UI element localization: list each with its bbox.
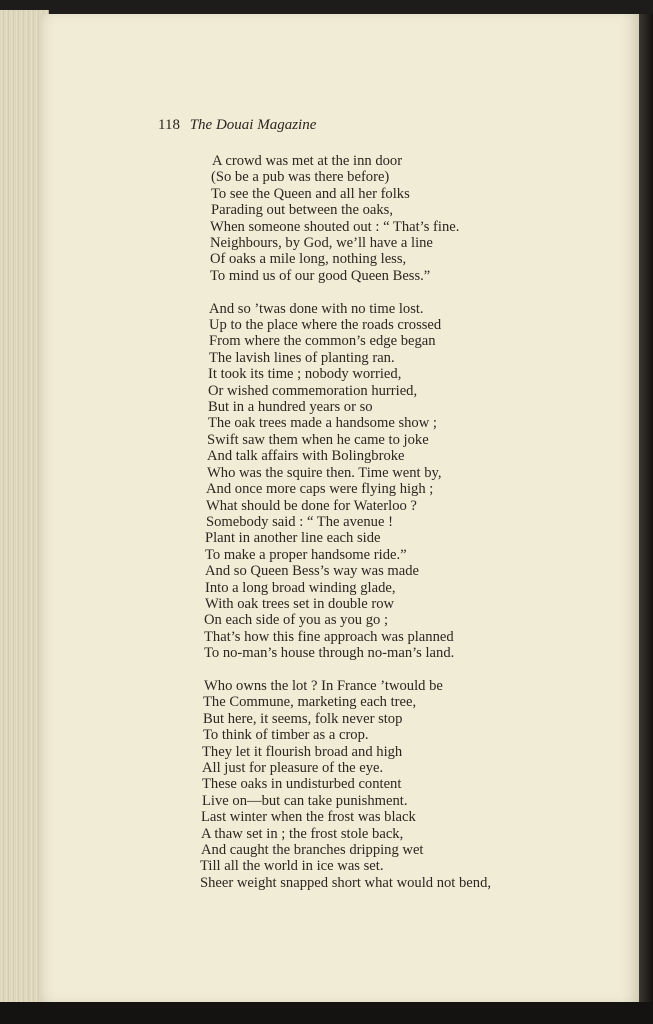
poem-line: When someone shouted out : “ That’s fine. xyxy=(210,218,460,235)
poem-line: A crowd was met at the inn door xyxy=(212,153,403,169)
poem-line: The lavish lines of planting ran. xyxy=(209,349,395,366)
poem-line: Who was the squire then. Time went by, xyxy=(207,464,442,481)
poem-line: Into a long broad winding glade, xyxy=(205,579,396,596)
poem-line: From where the common’s edge began xyxy=(209,333,436,350)
show-through-text xyxy=(510,284,630,744)
poem-line: To make a proper handsome ride.” xyxy=(205,546,407,563)
poem-line: Somebody said : “ The avenue ! xyxy=(206,513,393,530)
poem-line: That’s how this fine approach was planned xyxy=(204,628,454,645)
poem-line: Live on—but can take punishment. xyxy=(202,792,408,809)
poem-line: Up to the place where the roads crossed xyxy=(209,317,442,334)
running-header xyxy=(158,117,316,134)
poem-stanza xyxy=(198,153,491,284)
poem-line: To think of timber as a crop. xyxy=(203,727,369,744)
poem-line: They let it flourish broad and high xyxy=(202,743,403,760)
poem-line: These oaks in undisturbed content xyxy=(202,776,402,793)
poem-line: Or wished commemoration hurried, xyxy=(208,382,418,399)
poem-stanza xyxy=(198,678,491,891)
poem-line: And so ’twas done with no time lost. xyxy=(209,300,424,317)
poem-line: What should be done for Waterloo ? xyxy=(206,497,417,514)
poem-line: To see the Queen and all her folks xyxy=(211,185,410,202)
poem-line: (So be a pub was there before) xyxy=(211,169,390,186)
poem-line: To mind us of our good Queen Bess.” xyxy=(210,267,431,284)
poem-line: Neighbours, by God, we’ll have a line xyxy=(210,235,433,252)
bottom-edge xyxy=(0,1002,653,1024)
poem-line: On each side of you as you go ; xyxy=(204,612,389,629)
running-title: The Douai Magazine xyxy=(189,117,317,133)
poem-line: And caught the branches dripping wet xyxy=(201,842,424,859)
poem-line: But in a hundred years or so xyxy=(208,399,373,416)
poem-line: With oak trees set in double row xyxy=(205,595,395,612)
poem-line: A thaw set in ; the frost stole back, xyxy=(201,825,404,842)
poem-line: Sheer weight snapped short what would not bend, xyxy=(200,874,492,891)
poem-line: The Commune, marketing each tree, xyxy=(203,694,417,711)
poem-line: But here, it seems, folk never stop xyxy=(203,710,403,727)
page-number: 118 xyxy=(158,117,180,133)
poem-line: And once more caps were flying high ; xyxy=(206,481,434,498)
poem-line: It took its time ; nobody worried, xyxy=(208,366,402,383)
poem-line: And so Queen Bess’s way was made xyxy=(205,563,420,580)
poem-line: The oak trees made a handsome show ; xyxy=(208,415,437,432)
poem-line: Parading out between the oaks, xyxy=(211,202,393,219)
poem-line: All just for pleasure of the eye. xyxy=(202,760,384,776)
poem-stanza xyxy=(198,301,491,662)
poem-line: Swift saw them when he came to joke xyxy=(207,431,429,448)
poem-line: Of oaks a mile long, nothing less, xyxy=(210,251,407,268)
poem-body xyxy=(198,153,491,908)
poem-line: Till all the world in ice was set. xyxy=(200,858,384,875)
book-spine xyxy=(639,14,653,1002)
poem-line: Plant in another line each side xyxy=(205,530,381,547)
poem-line: Last winter when the frost was black xyxy=(201,809,416,826)
poem-line: And talk affairs with Bolingbroke xyxy=(207,448,405,465)
poem-line: To no-man’s house through no-man’s land. xyxy=(204,645,455,662)
poem-line: Who owns the lot ? In France ’twould be xyxy=(204,677,443,694)
